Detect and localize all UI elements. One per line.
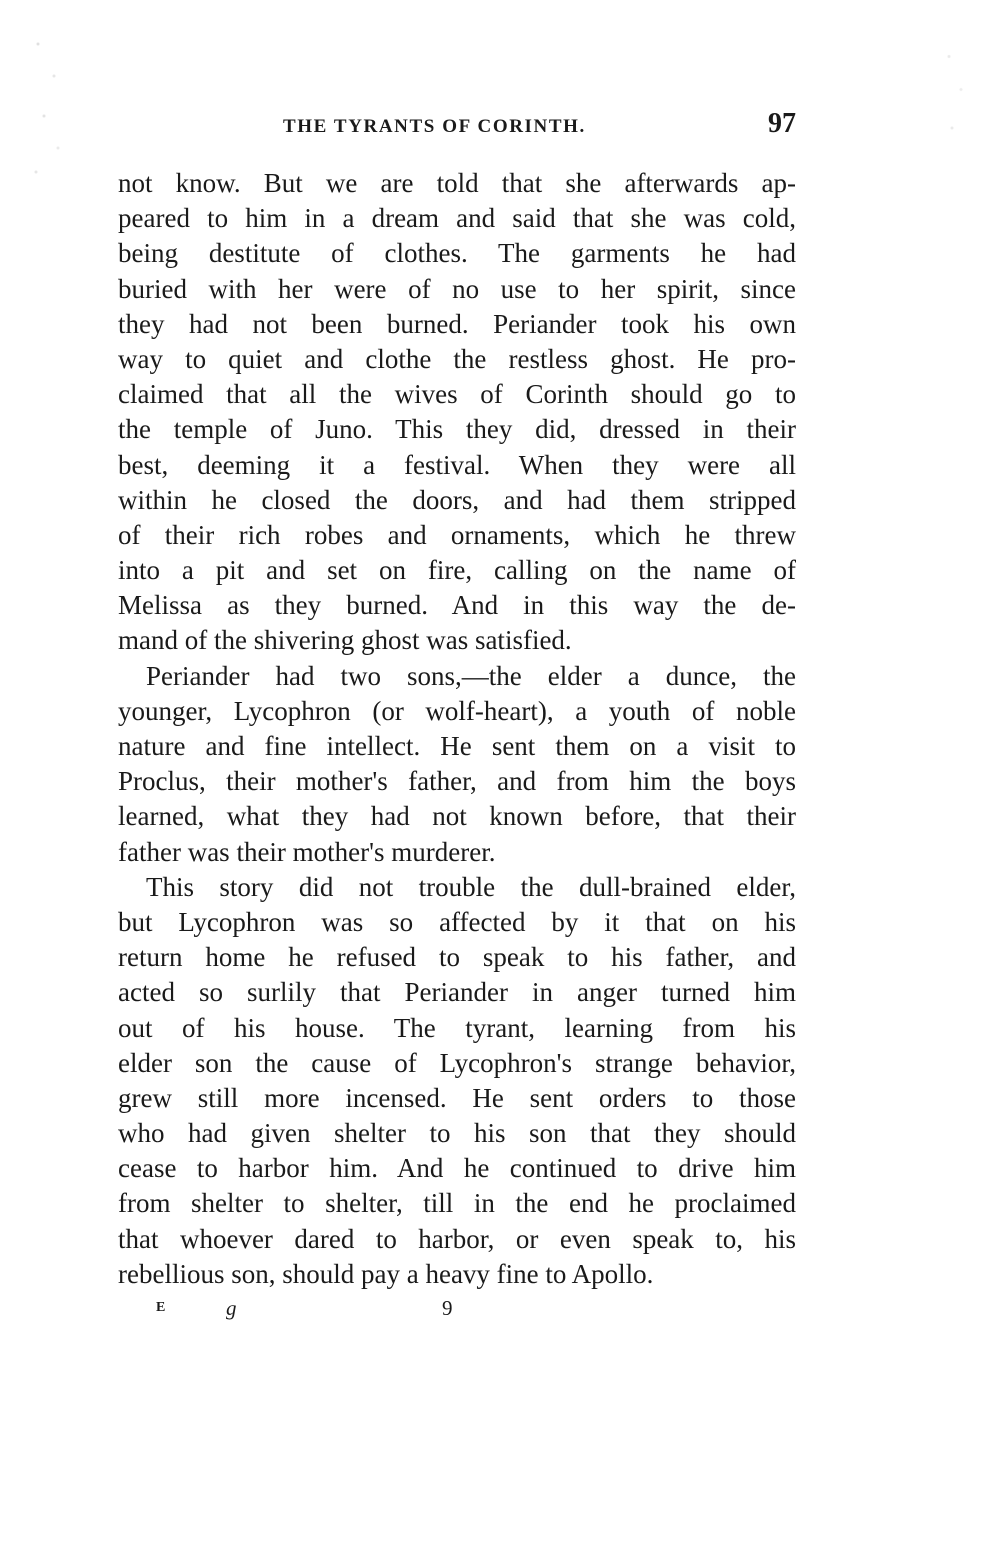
text-line: out of his house. The tyrant, learning from his [118, 1012, 796, 1043]
text-line: from shelter to shelter, till in the end he proclaimed [118, 1188, 796, 1219]
text-line: mand of the shivering ghost was satisfied. [118, 625, 572, 656]
text-line: but Lycophron was so affected by it that on his [118, 906, 796, 937]
running-head [118, 108, 796, 142]
signature-letter: E [156, 1300, 167, 1315]
text-line: Proclus, their mother's father, and from him the boys [118, 766, 796, 797]
scan-speckle-right [940, 40, 970, 150]
text-line: nature and fine intellect. He sent them on a visit to [118, 731, 796, 761]
text-line: rebellious son, should pay a heavy fine to Apollo. [118, 1258, 654, 1289]
text-line: Periander had two sons,—the elder a dunce, the [146, 660, 796, 691]
text-line: that whoever dared to harbor, or even speak to, his [118, 1223, 796, 1254]
signature-number: 9 [442, 1296, 453, 1320]
text-line: they had not been burned. Periander took his own [118, 308, 796, 339]
text-line: acted so surlily that Periander in anger turned him [118, 977, 796, 1008]
text-line: not know. But we are told that she afterwards ap- [118, 168, 796, 198]
page-number: 97 [768, 108, 796, 139]
paragraph-1 [118, 166, 796, 659]
text-line: return home he refused to speak to his father, and [118, 942, 796, 973]
text-line: into a pit and set on fire, calling on the name of [118, 555, 796, 586]
text-line: best, deeming it a festival. When they were all [118, 449, 796, 480]
text-line: claimed that all the wives of Corinth should go to [118, 379, 796, 410]
text-line: cease to harbor him. And he continued to drive him [118, 1153, 796, 1184]
text-line: grew still more incensed. He sent orders to those [118, 1082, 796, 1113]
paragraph-2 [118, 659, 796, 870]
text-line: way to quiet and clothe the restless ghost. He pro- [118, 343, 796, 374]
text-line: elder son the cause of Lycophron's strange behavior, [118, 1047, 796, 1078]
text-line: buried with her were of no use to her spirit, since [118, 273, 796, 304]
text-line: peared to him in a dream and said that she was cold, [118, 203, 796, 234]
running-title: THE TYRANTS OF CORINTH. [283, 116, 586, 137]
text-line: the temple of Juno. This they did, dressed in their [118, 414, 796, 445]
text-line: younger, Lycophron (or wolf-heart), a youth of noble [118, 695, 796, 726]
text-line: who had given shelter to his son that they should [118, 1118, 796, 1149]
text-line: being destitute of clothes. The garments he had [118, 238, 796, 269]
text-line: of their rich robes and ornaments, which he threw [118, 519, 796, 550]
text-line: father was their mother's murderer. [118, 836, 496, 867]
text-line: This story did not trouble the dull-brained elder, [146, 871, 796, 902]
paragraph-3 [118, 870, 796, 1292]
text-line: learned, what they had not known before, that their [118, 801, 796, 832]
text-line: Melissa as they burned. And in this way the de- [118, 590, 796, 621]
body-text [118, 166, 796, 1292]
scan-speckle-left [30, 28, 70, 188]
signature-mark [156, 1298, 476, 1328]
signature-letter: g [226, 1296, 237, 1320]
text-line: within he closed the doors, and had them stripped [118, 484, 796, 515]
